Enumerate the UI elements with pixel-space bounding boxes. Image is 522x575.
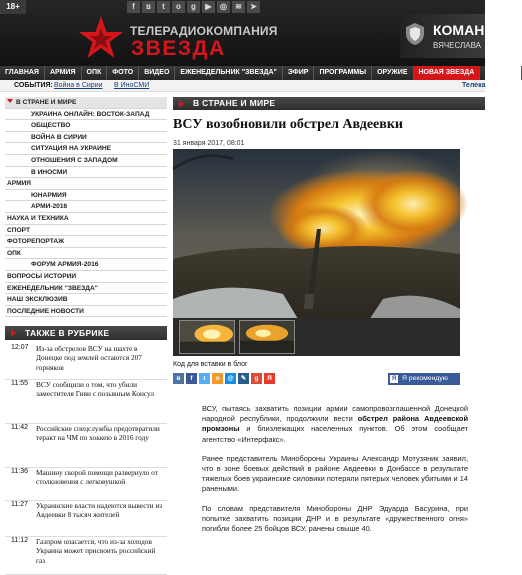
nav-item[interactable]: НОВАЯ ЗВЕЗДА [414, 66, 481, 80]
article-text: и близлежащих населенных пунктов. Об этом сообщает агентство «Интерфакс». [202, 424, 468, 444]
share-fb-icon[interactable]: f [186, 373, 197, 384]
promo-banner[interactable] [400, 14, 485, 58]
recommend-button[interactable] [388, 373, 460, 385]
share-vk-icon[interactable]: в [173, 373, 184, 384]
main-navigation [0, 66, 516, 80]
article-bold-link[interactable]: обстрел района Авдеевской промзоны [202, 414, 468, 434]
age-rating-badge: 18+ [0, 0, 26, 14]
sidebar-item[interactable]: НАШ ЭКСКЛЮЗИВ [5, 294, 167, 306]
news-time: 11:27 [11, 501, 28, 508]
news-title-link[interactable]: Из-за обстрелов ВСУ на шахте в Донецке под землей остаются 207 горняков [36, 344, 142, 372]
sidebar-item[interactable]: АРМИЯ [5, 178, 167, 190]
share-tw-icon[interactable]: t [199, 373, 210, 384]
social-f-icon[interactable]: f [127, 1, 140, 13]
news-time: 12:07 [11, 344, 29, 351]
site-header [0, 0, 485, 66]
share-gplus-icon[interactable]: g [251, 373, 262, 384]
nav-item[interactable]: ФОТО [107, 66, 139, 80]
sidebar-item[interactable]: СИТУАЦИЯ НА УКРАИНЕ [5, 143, 167, 155]
sidebar-item[interactable]: ВОПРОСЫ ИСТОРИИ [5, 271, 167, 283]
section-header [173, 97, 485, 110]
events-link-inosmi[interactable]: В ИноСМИ [114, 82, 150, 89]
sidebar-item[interactable]: В СТРАНЕ И МИРЕ [5, 97, 167, 109]
sidebar-item[interactable]: ФОТОРЕПОРТАЖ [5, 236, 167, 248]
sidebar-item[interactable]: В ИНОСМИ [5, 167, 167, 179]
news-title-link[interactable]: Украинские власти надеются вывести из Авдеевки 8 тысяч жителей [36, 501, 163, 520]
article-paragraph [202, 404, 468, 445]
social-inst-icon[interactable]: ◎ [217, 1, 230, 13]
social-gplus-icon[interactable]: g [187, 1, 200, 13]
news-time: 11:55 [11, 380, 28, 387]
sidebar-item[interactable]: ОБЩЕСТВО [5, 120, 167, 132]
events-link-syria[interactable]: Война в Сирии [54, 82, 103, 89]
recommend-label: Я рекомендую [402, 375, 448, 382]
news-list-item[interactable] [5, 501, 167, 537]
sidebar-item[interactable]: ЮНАРМИЯ [5, 190, 167, 202]
events-bar [0, 80, 485, 92]
nav-item[interactable]: ЕЖЕНЕДЕЛЬНИК "ЗВЕЗДА" [175, 66, 282, 80]
article-paragraph [202, 454, 468, 495]
sidebar-item[interactable]: СПОРТ [5, 225, 167, 237]
news-time: 11:12 [11, 537, 28, 544]
article-paragraph [202, 504, 468, 535]
photo-thumbnail[interactable] [179, 320, 235, 354]
social-yt-icon[interactable]: ▶ [202, 1, 215, 13]
arrow-marker-icon [179, 100, 184, 108]
sidebar-item[interactable]: АРМИ-2016 [5, 201, 167, 213]
sidebar-item[interactable]: ОТНОШЕНИЯ С ЗАПАДОМ [5, 155, 167, 167]
news-time: 11:36 [11, 468, 28, 475]
share-ok-icon[interactable]: о [212, 373, 223, 384]
news-list-item[interactable] [5, 468, 167, 501]
arrow-marker-icon [11, 329, 16, 337]
nav-item[interactable]: ПРОГРАММЫ [314, 66, 372, 80]
events-label: СОБЫТИЯ: [14, 82, 53, 89]
events-right-link[interactable]: Телека [462, 82, 486, 89]
news-list-item[interactable] [5, 424, 167, 468]
news-title-link[interactable]: Машину скорой помощи развернуло от столкновения с легковушкой [36, 468, 158, 487]
rubric-title: ТАКЖЕ В РУБРИКЕ [25, 328, 110, 338]
sidebar-item[interactable]: ВОЙНА В СИРИИ [5, 132, 167, 144]
article-text: Ранее представитель Минобороны Украины Александр Мотузяник заявил, что в зоне боевых действий в районе Авдеевки в Донбассе в результате тяжелых боев украинские силовики потеряли пятерых человек убитыми и 14 ранеными. [202, 453, 468, 494]
nav-item[interactable]: ОРУЖИЕ [372, 66, 413, 80]
nav-item[interactable]: ОПК [82, 66, 108, 80]
nav-item[interactable]: ВИДЕО [139, 66, 175, 80]
sidebar-item[interactable]: УКРАИНА ОНЛАЙН: ВОСТОК-ЗАПАД [5, 109, 167, 121]
section-title: В СТРАНЕ И МИРЕ [193, 98, 276, 108]
article-photo[interactable] [173, 149, 460, 344]
rubric-news-list [5, 344, 167, 575]
embed-code-label[interactable]: Код для вставки в блог [173, 361, 248, 368]
article-body [202, 404, 468, 543]
sidebar-item[interactable]: ФОРУМ АРМИЯ-2016 [5, 259, 167, 271]
share-lj-icon[interactable]: ✎ [238, 373, 249, 384]
social-vk-icon[interactable]: в [142, 1, 155, 13]
zvezda-star-logo-icon[interactable] [77, 14, 125, 62]
article-text: ВСУ, пытаясь захватить позиции армии самопровозглашенной Донецкой народной республики, продолжили вести [202, 404, 468, 424]
nav-item[interactable]: ЭФИР [283, 66, 315, 80]
news-title-link[interactable]: Российские спецслужбы предотвратили теракт на ЧМ по хоккею в 2016 году [36, 424, 160, 443]
news-title-link[interactable]: Газпром опасается, что из-за холодов Украина может присвоить российский газ [36, 537, 156, 565]
sidebar-item[interactable]: ПОСЛЕДНИЕ НОВОСТИ [5, 306, 167, 318]
promo-subtitle: ВЯЧЕСЛАВА [433, 41, 482, 50]
rubric-header [5, 326, 167, 340]
nav-item[interactable]: ПОБЕДА [480, 66, 521, 80]
photo-thumbnail[interactable] [239, 320, 295, 354]
photo-thumbnail-strip [173, 318, 460, 356]
logo-subtitle: ТЕЛЕРАДИОКОМПАНИЯ [130, 24, 278, 38]
nav-item[interactable]: АРМИЯ [45, 66, 82, 80]
share-ya-icon[interactable]: Я [264, 373, 275, 384]
social-t-icon[interactable]: t [157, 1, 170, 13]
sidebar-item[interactable]: НАУКА И ТЕХНИКА [5, 213, 167, 225]
news-title-link[interactable]: ВСУ сообщили о том, что убили заместителя Гиви с позывным Консул [36, 380, 155, 399]
shield-badge-icon [405, 22, 425, 46]
social-tg-icon[interactable]: ➤ [247, 1, 260, 13]
news-time: 11:42 [11, 424, 28, 431]
news-list-item[interactable] [5, 344, 167, 380]
nav-item[interactable]: ГЛАВНАЯ [0, 66, 45, 80]
sidebar-item[interactable]: ОПК [5, 248, 167, 260]
sidebar-menu [5, 97, 167, 317]
logo-title[interactable]: ЗВЕЗДА [131, 37, 226, 60]
article-text: По словам представителя Минобороны ДНР Эдуарда Басурина, при попытке захватить позиции ДНР и в результате «дружественного огня» погибли более 25 бойцов ВСУ, ранены свыше 40. [202, 503, 468, 534]
ya-logo-icon: Я [391, 376, 397, 382]
share-mr-icon[interactable]: @ [225, 373, 236, 384]
news-list-item[interactable] [5, 537, 167, 575]
sidebar-item[interactable]: ЕЖЕНЕДЕЛЬНИК "ЗВЕЗДА" [5, 283, 167, 295]
article-date: 31 января 2017, 08:01 [173, 140, 245, 147]
promo-title: КОМАН [433, 22, 485, 38]
social-rss-icon[interactable]: ≋ [232, 1, 245, 13]
social-ok-icon[interactable]: о [172, 1, 185, 13]
article-headline: ВСУ возобновили обстрел Авдеевки [173, 117, 403, 132]
news-list-item[interactable] [5, 380, 167, 424]
